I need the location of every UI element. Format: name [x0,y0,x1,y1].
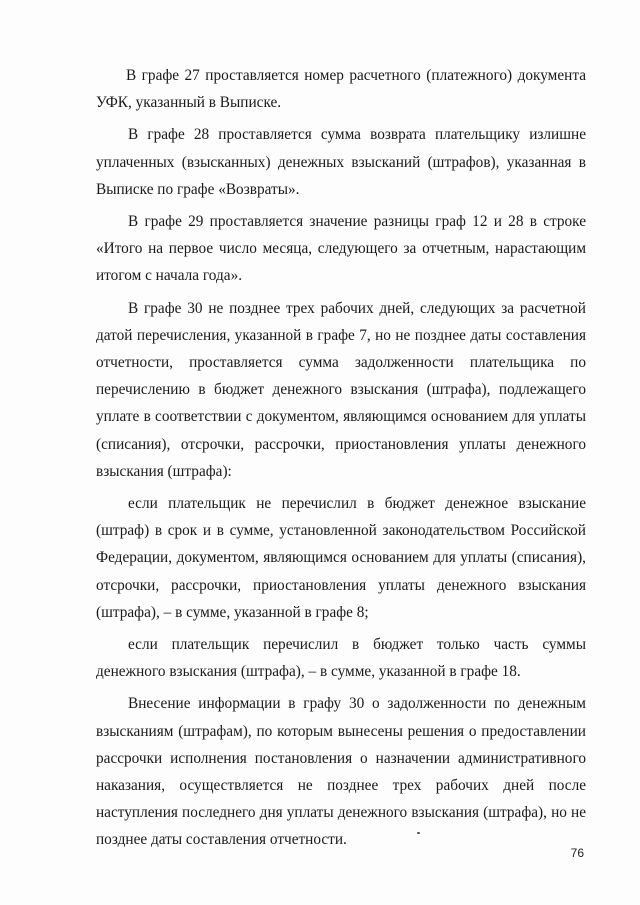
paragraph-column-29: В графе 29 проставляется значение разницы граф 12 и 28 в строке «Итого на первое число месяца, следующего за отчетным, нарастающим итогом с начала года». [96,213,586,285]
paragraph-column-30: В графе 30 не позднее трех рабочих дней, следующих за расчетной датой перечисления, указанной в графе 7, но не позднее даты составления отчетности, проставляется сумма задолженности плательщика по перечислению в бюджет денежного взыскания (штрафа), подлежащего уплате в соответствии с документом, являющимся основанием для уплаты (списания), отсрочки, рассрочки, приостановления уплаты денежного взыскания (штрафа): [96,299,586,480]
scan-speck [417,832,420,834]
page-number: 76 [570,846,584,860]
paragraph-column-28: В графе 28 проставляется сумма возврата плательщику излишне уплаченных (взысканных) денежных взысканий (штрафов), указанная в Выписке по графе «Возвраты». [96,126,586,198]
paragraph-case-not-paid: если плательщик не перечислил в бюджет денежное взыскание (штраф) в срок и в сумме, установленной законодательством Российской Федерации, документом, являющимся основанием для уплаты (списания), отсрочки, рассрочки, приостановления уплаты денежного взыскания (штрафа), – в сумме, указанной в графе 8; [96,495,586,621]
body-text [96,62,586,859]
paragraph-column-27: В графе 27 проставляется номер расчетного (платежного) документа УФК, указанный в Выписке. [96,67,586,112]
paragraph-installment-info: Внесение информации в графу 30 о задолженности по денежным взысканиям (штрафам), по которым вынесены решения о предоставлении рассрочки исполнения постановления о назначении административного наказания, осуществляется не позднее трех рабочих дней после наступления последнего дня уплаты денежного взыскания (штрафа), но не позднее даты составления отчетности. [96,695,586,849]
paragraph-case-partially-paid: если плательщик перечислил в бюджет только часть суммы денежного взыскания (штрафа), – в сумме, указанной в графе 18. [96,636,586,681]
